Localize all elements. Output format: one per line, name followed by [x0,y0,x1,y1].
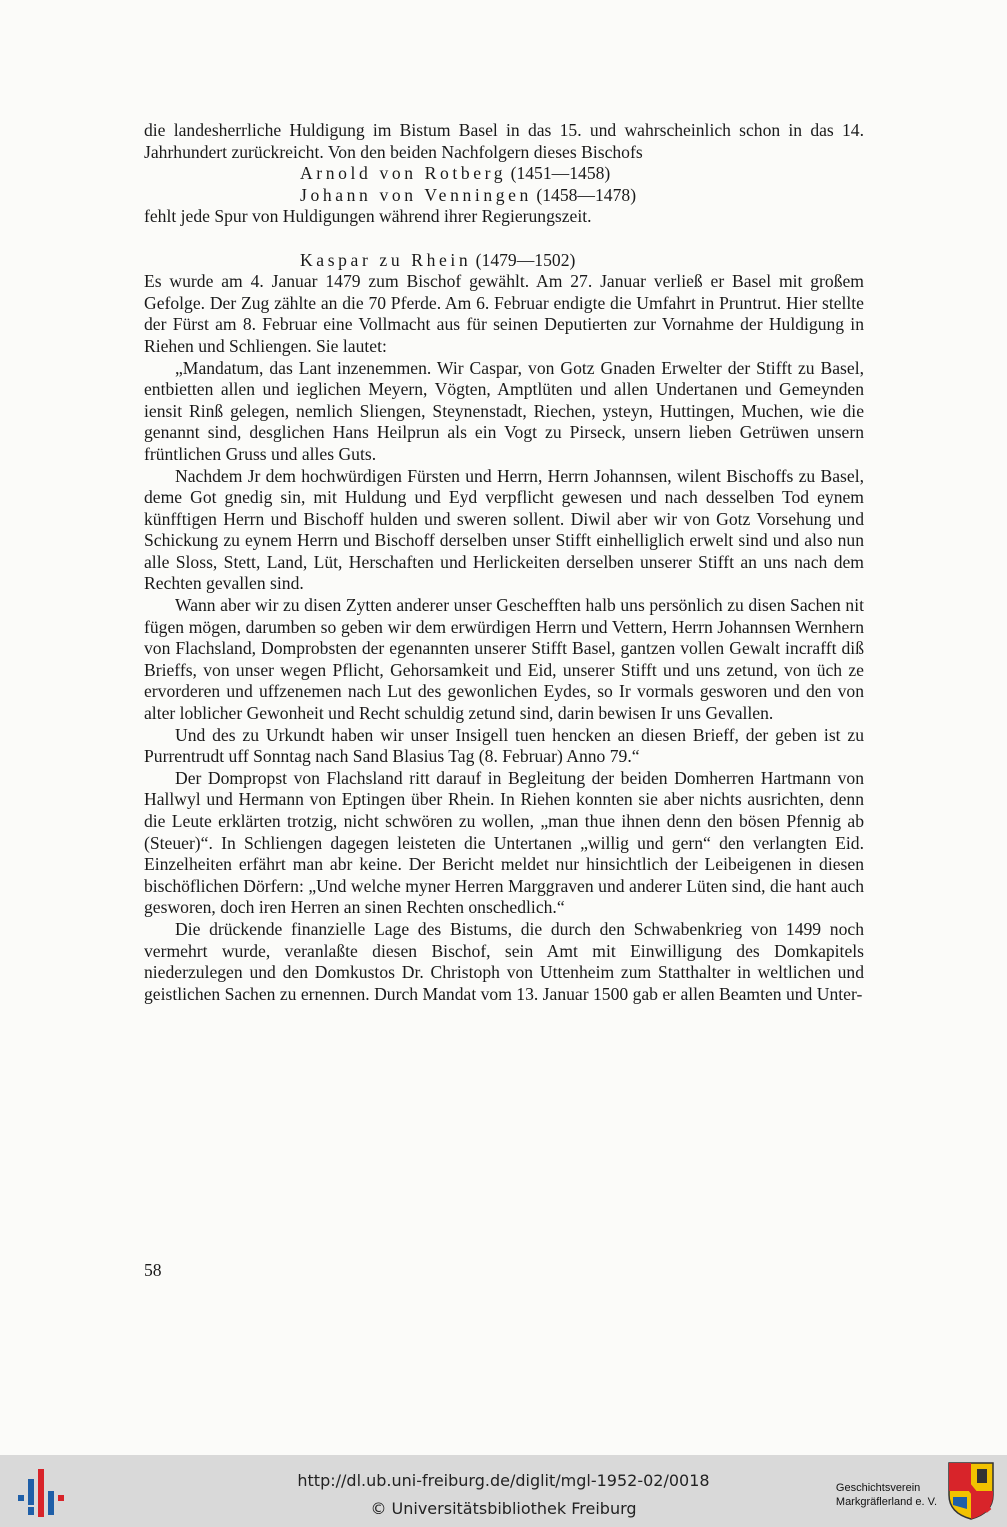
page-number: 58 [144,1260,162,1280]
bishop-name: Arnold von Rotberg [300,163,507,184]
bishop-name: Kaspar zu Rhein [300,249,472,270]
bishop-years: (1451—1458) [506,163,611,184]
society-name[interactable] [836,1481,937,1509]
society-name-line1: Geschichtsverein [835,1482,921,1494]
bishop-years: (1458—1478) [531,184,637,205]
paragraph-gap [144,228,864,250]
society-name-line2: Markgräflerland e. V. [835,1496,937,1508]
body-paragraph: „Mandatum, das Lant inzenemmen. Wir Caspar, von Gotz Gnaden Erwelter der Stifft zu Basel, entbietten allen und ieglichen Meyern, Vögten, Amptlüten und allen Undertanen und Gemeynden iensit Rinß gelegen, nemlich Sliengen, Steynenstadt, Riechen, ysteyn, Huttingen, Muchen, wie die genannt sind, desglichen Hans Heilprun als ein Vogt zu Pirseck, unsern lieben Getrüwen unsern früntlichen Gruss und alles Guts. [144,357,864,464]
body-paragraph: Der Dompropst von Flachsland ritt darauf in Begleitung der beiden Domherren Hartmann von Hallwyl und Hermann von Eptingen über Rhein. In Riehen konnten sie aber nichts ausrichten, denn die Leute erklärten trotzig, nicht schwören zu wollen, „man thue ihnen denn den bösen Pfennig ab (Steuer)“. In Schliengen dagegen leisteten die Untertanen „willig und gern“ den verlangten Eid. Einzelheiten erfährt man abr keine. Der Bericht meldet nur hinsichtlich der Leibeigenen in diesen bischöflichen Dörfern: „Und welche myner Herren Marggraven und anderer Lüten sind, die hant auch gesworen, doch iren Herren an sinen Rechten onschedlich.“ [144,767,864,918]
body-paragraph: Nachdem Jr dem hochwürdigen Fürsten und Herrn, Herrn Johannsen, wilent Bischoffs zu Basel, deme Got gnedig sin, mit Huldung und Eyd verpflicht gewesen und nach desselben Tod eynem künfftigen Herrn und Bischoff hulden und sweren sollent. Diwil aber wir von Gotz Vorsehung und Schickung zu eynem Herrn und Bischoff derselben unser Stifft einhelliglich erwelt sind und also nun alle Sloss, Stett, Land, Lüt, Herschaften und Herlickeiten derselben unserer Stifft an uns nach dem Rechten gevallen sind. [144,465,864,594]
copyright-text: © Universitätsbibliothek Freiburg [370,1499,637,1518]
bishop-name: Johann von Venningen [300,184,532,205]
bishop-years: (1479—1502) [471,249,576,270]
bishop-heading [144,185,864,207]
document-url-link[interactable]: http://dl.ub.uni-freiburg.de/diglit/mgl-1952-02/0018 [297,1471,710,1490]
body-paragraph: Und des zu Urkundt haben wir unser Insigell tuen hencken an diesen Brieff, der geben ist zu Purrentrudt uff Sonntag nach Sand Blasius Tag (8. Februar) Anno 79.“ [144,724,864,767]
coat-of-arms-icon[interactable] [947,1461,995,1521]
viewer-footer [0,1455,1007,1527]
body-paragraph: fehlt jede Spur von Huldigungen während ihrer Regierungszeit. [144,206,592,227]
bishop-heading [144,163,864,185]
bishop-heading [144,250,864,272]
body-paragraph: Es wurde am 4. Januar 1479 zum Bischof gewählt. Am 27. Januar verließ er Basel mit großem Gefolge. Der Zug zählte an die 70 Pferde. Am 6. Februar endigte die Umfahrt in Pruntrut. Hier stellte der Fürst am 8. Februar eine Vollmacht aus für seinen Deputierten zur Vornahme der Huldigung in Riehen und Schliengen. Sie lautet: [144,271,864,356]
body-paragraph: Die drückende finanzielle Lage des Bistums, die durch den Schwabenkrieg von 1499 noch vermehrt wurde, veranlaßte diesen Bischof, sein Amt mit Einwilligung des Domkapitels niederzulegen und den Domkustos Dr. Christoph von Uttenheim zum Statthalter in weltlichen und geistlichen Sachen zu ernennen. Durch Mandat vom 13. Januar 1500 gab er allen Beamten und Unter- [144,918,864,1004]
body-paragraph: die landesherrliche Huldigung im Bistum Basel in das 15. und wahrscheinlich schon in das 14. Jahrhundert zurückreicht. Von den beiden Nachfolgern dieses Bischofs [144,120,864,162]
page-text [144,120,864,1005]
body-paragraph: Wann aber wir zu disen Zytten anderer unser Geschefften halb uns persönlich zu disen Sachen nit fügen mögen, darumben so geben wir dem erwürdigen Herrn und Vettern, Herrn Johannsen Wernhern von Flachsland, Domprobsten der egenannten unserer Stifft Basel, gantzen vollen Gewalt incrafft diß Brieffs, von unser wegen Pflicht, Gehorsamkeit und Eid, unserer Stifft und uns zetund, von üch ze ervorderen und uffzenemen nach Lut des gewonlichen Eydes, so Ir vormals gesworen und den von alter loblicher Gewonheit und Recht schuldig zetund sind, darin bewisen Ir uns Gevallen. [144,595,864,724]
